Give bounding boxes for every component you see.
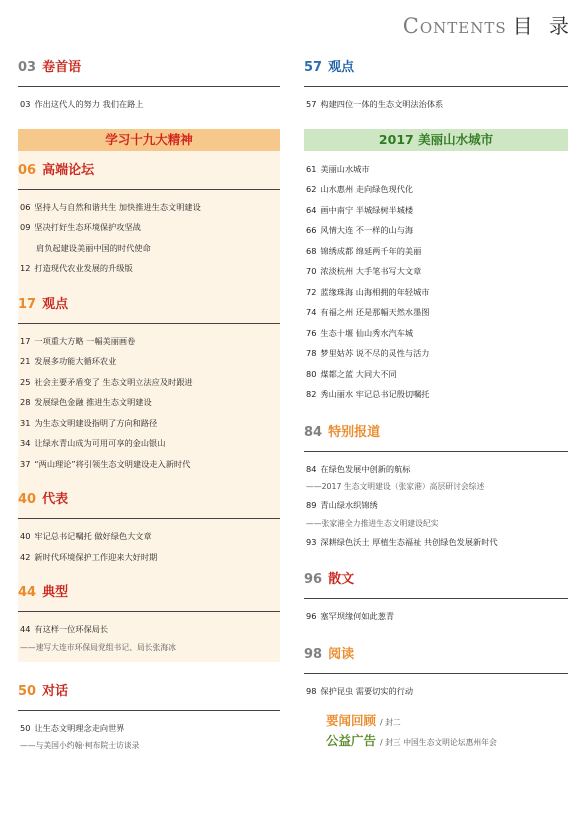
entry-title: 保护昆虫 需要切实的行动 <box>320 685 414 696</box>
toc-entry[interactable] <box>18 619 280 640</box>
page-number: 68 <box>306 245 317 256</box>
section-title: 高端论坛 <box>42 162 95 178</box>
toc-entry[interactable] <box>304 606 568 627</box>
page-number: 78 <box>306 348 317 358</box>
entry-title: 生态十堰 仙山秀水汽车城 <box>320 327 414 338</box>
entry-title: 牢记总书记嘱托 做好绿色大文章 <box>34 531 152 541</box>
left-column <box>18 52 280 754</box>
entry-title: 新时代环境保护工作迎来大好时期 <box>34 551 158 562</box>
page-number: 76 <box>306 327 317 338</box>
page-number: 09 <box>20 222 31 232</box>
toc-entry[interactable] <box>304 681 568 702</box>
section-number: 96 <box>304 572 323 587</box>
entry-title: 画中南宁 半城绿树半城楼 <box>320 204 414 215</box>
section-title: 卷首语 <box>42 60 82 75</box>
toc-entry[interactable] <box>18 718 280 739</box>
section-rule <box>18 189 280 190</box>
page-number: 62 <box>306 184 317 194</box>
page-number: 80 <box>306 368 317 379</box>
entry-title: 山水惠州 走向绿色现代化 <box>320 184 414 194</box>
section-number: 44 <box>18 585 37 600</box>
entry-title: 有这样一位环保局长 <box>34 624 109 634</box>
entry-title: 发展绿色金融 推进生态文明建设 <box>34 397 152 407</box>
page-number: 03 <box>20 99 31 109</box>
section-title: 代表 <box>42 492 69 507</box>
toc-entry[interactable] <box>304 459 568 480</box>
section-rule <box>304 451 568 452</box>
section-number: 17 <box>18 296 37 312</box>
entry-title: 为生态文明建设指明了方向和路径 <box>34 417 158 428</box>
toc-entry[interactable] <box>304 220 568 241</box>
entry-title: 打造现代农业发展的升级版 <box>34 263 133 273</box>
section-number: 06 <box>18 162 37 178</box>
page-number: 44 <box>20 624 31 634</box>
page-number: 66 <box>306 225 317 235</box>
entry-subtitle: ——2017 生态文明建设（张家港）高层研讨会综述 <box>306 482 485 491</box>
section-rule <box>304 598 568 599</box>
cover-note-inside-back[interactable] <box>304 731 568 751</box>
entry-title: 社会主要矛盾变了 生态文明立法应及时跟进 <box>34 376 193 387</box>
section-06 <box>18 151 280 279</box>
toc-entry[interactable] <box>18 392 280 413</box>
section-rule <box>18 611 280 612</box>
contents-title-en: Contents <box>402 14 507 38</box>
feature-panel <box>18 151 280 662</box>
toc-entry[interactable] <box>304 323 568 344</box>
toc-entry[interactable] <box>18 433 280 454</box>
page-number: 61 <box>306 163 317 174</box>
page-number: 74 <box>306 307 317 317</box>
entry-title: “两山理论”将引领生态文明建设走入新时代 <box>34 458 191 469</box>
section-title: 典型 <box>42 585 69 600</box>
contents-header <box>403 10 574 44</box>
section-40 <box>18 484 280 567</box>
page-number: 21 <box>20 356 31 366</box>
page-number: 98 <box>306 685 317 696</box>
section-rule <box>304 86 568 87</box>
section-rule <box>18 518 280 519</box>
feature-banner: 学习十九大精神 <box>18 129 280 151</box>
toc-entry[interactable] <box>304 200 568 221</box>
entry-title: 蓝缘珠海 山海相拥的年轻城市 <box>320 286 430 297</box>
section-number: 50 <box>18 683 37 699</box>
entry-title: 坚决打好生态环境保护攻坚战 <box>34 222 141 232</box>
section-57 <box>304 52 568 115</box>
entry-title: 作出这代人的努力 我们在路上 <box>34 99 144 109</box>
entry-title: 构建四位一体的生态文明法治体系 <box>320 99 444 109</box>
section-number: 84 <box>304 424 323 440</box>
cover-note-location: / 封二 <box>380 718 401 727</box>
cover-note-inside-front[interactable] <box>304 711 568 731</box>
toc-entry[interactable] <box>304 261 568 282</box>
toc-entry[interactable] <box>18 217 280 238</box>
toc-entry[interactable] <box>18 454 280 475</box>
entry-title: 青山绿水织锦绣 <box>320 500 378 510</box>
entry-title: 有福之州 还是那幅天然水墨图 <box>320 307 430 317</box>
toc-entry[interactable] <box>304 495 568 516</box>
entry-title: 风情大连 不一样的山与海 <box>320 225 414 235</box>
toc-entry[interactable] <box>304 94 568 115</box>
page-number: 34 <box>20 438 31 448</box>
feature-banner: 2017 美丽山水城市 <box>304 129 568 151</box>
page-number: 12 <box>20 263 31 273</box>
section-number: 98 <box>304 646 323 662</box>
entry-title: 梦里姑苏 说不尽的灵性与活力 <box>320 348 430 358</box>
toc-entry[interactable] <box>18 94 280 115</box>
toc-entry[interactable] <box>304 179 568 200</box>
entry-title: 秀山丽水 牢记总书记殷切嘱托 <box>320 389 430 399</box>
cover-notes <box>304 711 568 751</box>
page-number: 06 <box>20 201 31 212</box>
toc-entry[interactable] <box>18 547 280 568</box>
entry-title: 煤都之蓝 大同大不同 <box>320 368 397 379</box>
entry-title: 塞罕坝缘何如此葱青 <box>320 611 395 621</box>
entry-title: 在绿色发展中创新的航标 <box>320 463 411 474</box>
toc-entry[interactable] <box>18 372 280 393</box>
section-number: 40 <box>18 492 37 507</box>
toc-entry[interactable] <box>304 532 568 553</box>
toc-entry[interactable] <box>18 526 280 547</box>
toc-entry[interactable] <box>18 413 280 434</box>
section-84 <box>304 417 568 553</box>
section-61 <box>304 151 568 405</box>
page-number: 84 <box>306 463 317 474</box>
toc-entry[interactable] <box>18 197 280 218</box>
contents-title-zh: 目 录 <box>512 14 574 38</box>
entry-title: 一项重大方略 一幅美丽画卷 <box>34 335 136 346</box>
page-number: 31 <box>20 417 31 428</box>
entry-title: 美丽山水城市 <box>320 163 370 174</box>
section-44 <box>18 577 280 656</box>
entry-title: 让绿水青山成为可用可享的金山银山 <box>34 438 166 448</box>
section-rule <box>18 86 280 87</box>
entry-subtitle: ——与美国小约翰·柯布院士访谈录 <box>20 741 140 750</box>
section-title: 特别报道 <box>328 424 381 440</box>
section-title: 观点 <box>328 60 355 75</box>
page-number: 28 <box>20 397 31 407</box>
cover-note-title: 公益广告 <box>326 733 377 748</box>
page-number: 42 <box>20 551 31 562</box>
page-number: 82 <box>306 389 317 399</box>
entry-title: 深耕绿色沃土 厚植生态福祉 共创绿色发展新时代 <box>320 536 498 547</box>
section-17 <box>18 289 280 475</box>
cover-note-location: / 封三 中国生态文明论坛惠州年会 <box>380 738 497 747</box>
section-rule <box>304 673 568 674</box>
toc-entry[interactable] <box>304 302 568 323</box>
section-rule <box>18 323 280 324</box>
toc-entry[interactable] <box>304 364 568 385</box>
section-98 <box>304 639 568 702</box>
toc-entry[interactable] <box>304 159 568 180</box>
section-50 <box>18 676 280 755</box>
entry-title: 让生态文明理念走向世界 <box>34 722 125 733</box>
entry-title: 坚持人与自然和谐共生 加快推进生态文明建设 <box>34 201 201 212</box>
toc-entry[interactable] <box>304 384 568 405</box>
page-number: 50 <box>20 722 31 733</box>
toc-entry[interactable] <box>18 351 280 372</box>
section-title: 阅读 <box>328 646 355 662</box>
section-03 <box>18 52 280 115</box>
page-number: 64 <box>306 204 317 215</box>
entry-title: 浓淡杭州 大手笔书写大文章 <box>320 266 422 276</box>
page-number: 96 <box>306 611 317 621</box>
entry-title-continued: 肩负起建设美丽中国的时代使命 <box>36 242 151 253</box>
page-number: 89 <box>306 500 317 510</box>
entry-subtitle: ——张家港全力推进生态文明建设纪实 <box>306 518 439 528</box>
section-title: 对话 <box>42 683 69 699</box>
toc-entry[interactable] <box>304 241 568 262</box>
section-rule <box>18 710 280 711</box>
cover-note-title: 要闻回顾 <box>326 713 377 728</box>
section-number: 03 <box>18 60 37 75</box>
section-title: 散文 <box>328 572 355 587</box>
page-number: 72 <box>306 286 317 297</box>
toc-entry[interactable] <box>304 343 568 364</box>
section-96 <box>304 564 568 627</box>
page-number: 17 <box>20 335 31 346</box>
entry-title: 锦绣成都 绵延两千年的美丽 <box>320 245 422 256</box>
toc-entry[interactable] <box>18 258 280 279</box>
entry-subtitle: ——速写大连市环保局党组书记、局长张海冰 <box>20 642 176 652</box>
entry-title: 发展多功能大循环农业 <box>34 356 117 366</box>
toc-entry[interactable] <box>18 331 280 352</box>
page-number: 40 <box>20 531 31 541</box>
page-number: 93 <box>306 536 317 547</box>
page-number: 25 <box>20 376 31 387</box>
right-column <box>304 52 568 751</box>
page-number: 70 <box>306 266 317 276</box>
page-number: 37 <box>20 458 31 469</box>
section-title: 观点 <box>42 296 69 312</box>
toc-entry[interactable] <box>304 282 568 303</box>
page-number: 57 <box>306 99 317 109</box>
section-number: 57 <box>304 60 323 75</box>
